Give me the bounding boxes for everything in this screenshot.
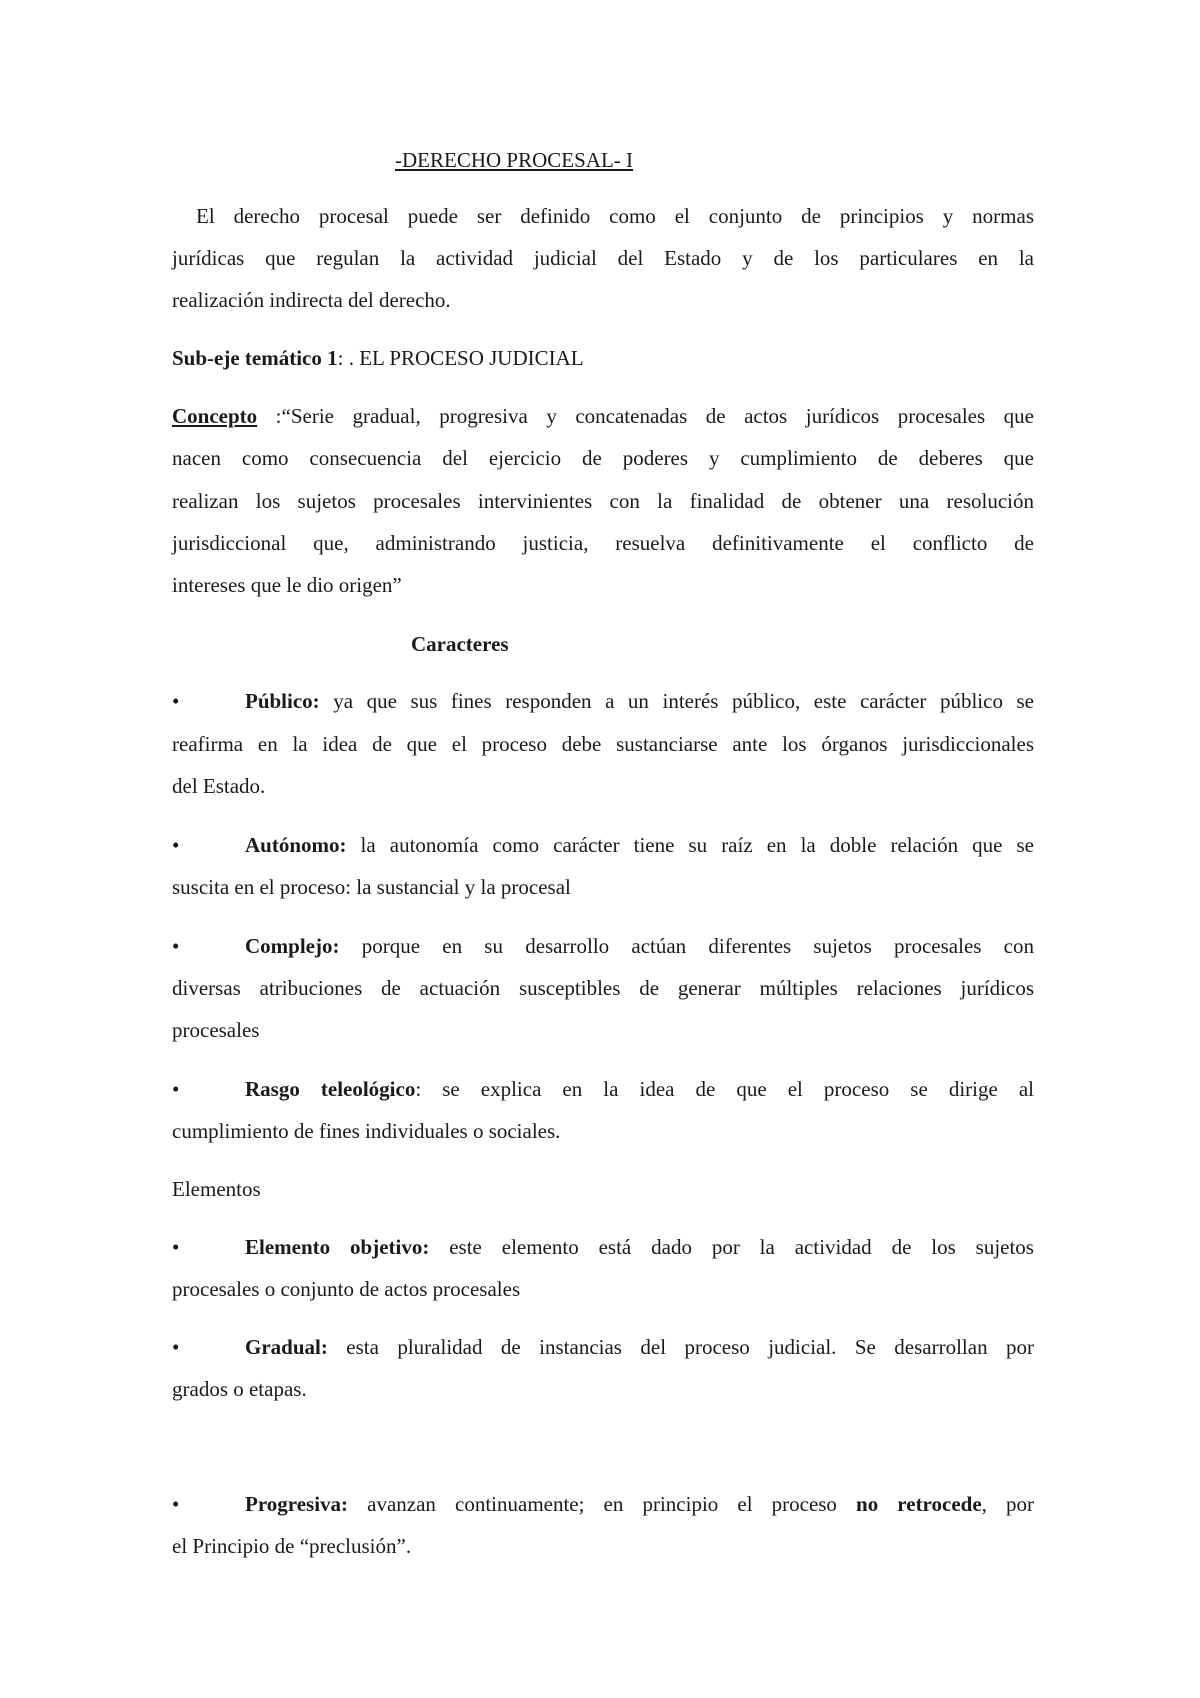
concepto-line-1: Concepto :“Serie gradual, progresiva y concatenadas de actos jurídicos procesales que — [172, 404, 1034, 428]
bullet-icon: • — [172, 934, 180, 958]
document-title: -DERECHO PROCESAL- I — [395, 148, 634, 172]
autonomo-line-2: suscita en el proceso: la sustancial y la procesal — [172, 875, 571, 899]
gradual-line-1: Gradual: esta pluralidad de instancias del proceso judicial. Se desarrollan por — [245, 1335, 1034, 1359]
concepto-line-4: jurisdiccional que, administrando justicia, resuelva definitivamente el conflicto de — [172, 531, 1034, 555]
publico-line-3: del Estado. — [172, 774, 266, 798]
autonomo-line-1: Autónomo: la autonomía como carácter tiene su raíz en la doble relación que se — [245, 833, 1034, 857]
publico-line-1: Público: ya que sus fines responden a un interés público, este carácter público se — [245, 689, 1034, 713]
complejo-line-2: diversas atribuciones de actuación susceptibles de generar múltiples relaciones jurídicos — [172, 976, 1034, 1000]
progresiva-line-2: el Principio de “preclusión”. — [172, 1534, 412, 1558]
concepto-line-3: realizan los sujetos procesales intervinientes con la finalidad de obtener una resolución — [172, 489, 1034, 513]
concepto-line-5: intereses que le dio origen” — [172, 573, 402, 597]
elemento-objetivo-line-1: Elemento objetivo: este elemento está dado por la actividad de los sujetos — [245, 1235, 1034, 1259]
intro-line-3: realización indirecta del derecho. — [172, 288, 451, 312]
publico-line-2: reafirma en la idea de que el proceso debe sustanciarse ante los órganos jurisdiccionales — [172, 732, 1034, 756]
bullet-icon: • — [172, 1077, 180, 1101]
intro-line-1: El derecho procesal puede ser definido como el conjunto de principios y normas — [196, 204, 1034, 228]
bullet-icon: • — [172, 1492, 180, 1516]
rasgo-line-2: cumplimiento de fines individuales o sociales. — [172, 1119, 561, 1143]
concepto-line-2: nacen como consecuencia del ejercicio de poderes y cumplimiento de deberes que — [172, 446, 1034, 470]
bullet-icon: • — [172, 1335, 180, 1359]
caracteres-heading: Caracteres — [411, 632, 509, 656]
progresiva-line-1: Progresiva: avanzan continuamente; en principio el proceso no retrocede, por — [245, 1492, 1034, 1516]
bullet-icon: • — [172, 689, 180, 713]
bullet-icon: • — [172, 1235, 180, 1259]
subeje-heading: Sub-eje temático 1: . EL PROCESO JUDICIAL — [172, 346, 584, 370]
intro-line-2: jurídicas que regulan la actividad judicial del Estado y de los particulares en la — [172, 246, 1034, 270]
rasgo-line-1: Rasgo teleológico: se explica en la idea de que el proceso se dirige al — [245, 1077, 1034, 1101]
gradual-line-2: grados o etapas. — [172, 1377, 307, 1401]
elementos-heading: Elementos — [172, 1177, 261, 1201]
complejo-line-3: procesales — [172, 1018, 260, 1042]
complejo-line-1: Complejo: porque en su desarrollo actúan diferentes sujetos procesales con — [245, 934, 1034, 958]
elemento-objetivo-line-2: procesales o conjunto de actos procesales — [172, 1277, 521, 1301]
bullet-icon: • — [172, 833, 180, 857]
